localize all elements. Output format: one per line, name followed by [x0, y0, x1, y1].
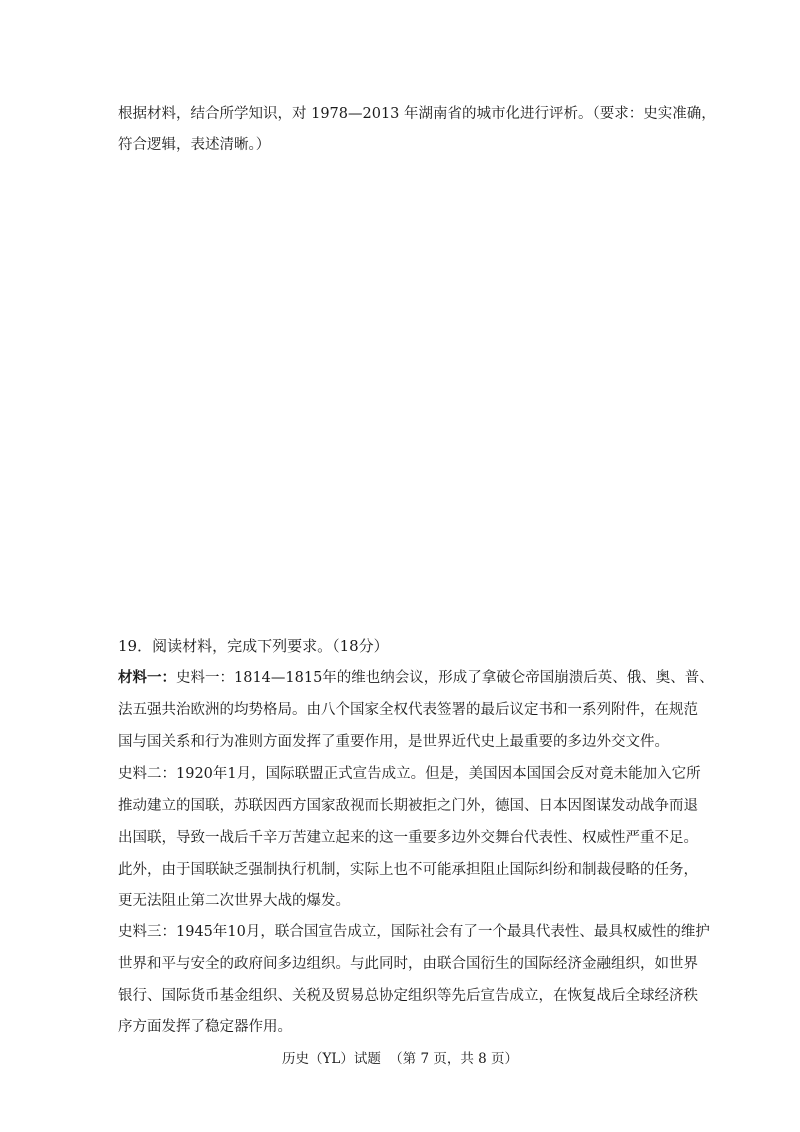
q18-prompt-line-2: 符合逻辑，表述清晰。）: [118, 137, 271, 153]
q19-source2-line-2: 推动建立的国联，苏联因西方国家敌视而长期被拒之门外，德国、日本因图谋发动战争而退: [118, 798, 698, 814]
q19-source3-line-4: 序方面发挥了稳定器作用。: [118, 1019, 292, 1035]
q19-source2-line-5: 更无法阻止第二次世界大战的爆发。: [118, 893, 350, 909]
footer-subject: 历史（YL）试题: [281, 1051, 381, 1067]
q18-prompt-line-1: 根据材料，结合所学知识，对 1978—2013 年湖南省的城市化进行评析。（要求：史实准确，: [118, 106, 716, 122]
q19-source3-line-3: 银行、国际货币基金组织、关税及贸易总协定组织等先后宣告成立，在恢复战后全球经济秩: [118, 988, 698, 1004]
material-label: 材料一：: [118, 669, 176, 686]
q19-source2-line-1: 史料二：1920年1月，国际联盟正式宣告成立。但是，美国因本国国会反对竟未能加入它所: [118, 766, 701, 782]
answer-space: [118, 165, 688, 620]
q19-source1-text-1: 史料一：1814—1815年的维也纳会议，形成了拿破仑帝国崩溃后英、俄、奥、普、: [176, 670, 714, 686]
q19-source2-line-4: 此外，由于国联缺乏强制执行机制，实际上也不可能承担阻止国际纠纷和制裁侵略的任务，: [118, 862, 698, 878]
page-footer: [0, 1047, 800, 1067]
q19-source1-line-2: 法五强共治欧洲的均势格局。由八个国家全权代表签署的最后议定书和一系列附件，在规范: [118, 702, 698, 718]
q19-source3-line-2: 世界和平与安全的政府间多边组织。与此同时，由联合国衍生的国际经济金融组织，如世界: [118, 956, 698, 972]
q19-source1-line-3: 国与国关系和行为准则方面发挥了重要作用，是世界近代史上最重要的多边外交文件。: [118, 734, 669, 750]
q19-source3-line-1: 史料三：1945年10月，联合国宣告成立，国际社会有了一个最具代表性、最具权威性的维护: [118, 924, 710, 940]
footer-page-info: （第 7 页，共 8 页）: [389, 1051, 519, 1067]
q19-header: 19．阅读材料，完成下列要求。（18分）: [118, 637, 389, 655]
q19-source2-line-3: 出国联，导致一战后千辛万苦建立起来的这一重要多边外交舞台代表性、权威性严重不足。: [118, 830, 698, 846]
q19-source1-line-1: [118, 668, 714, 688]
